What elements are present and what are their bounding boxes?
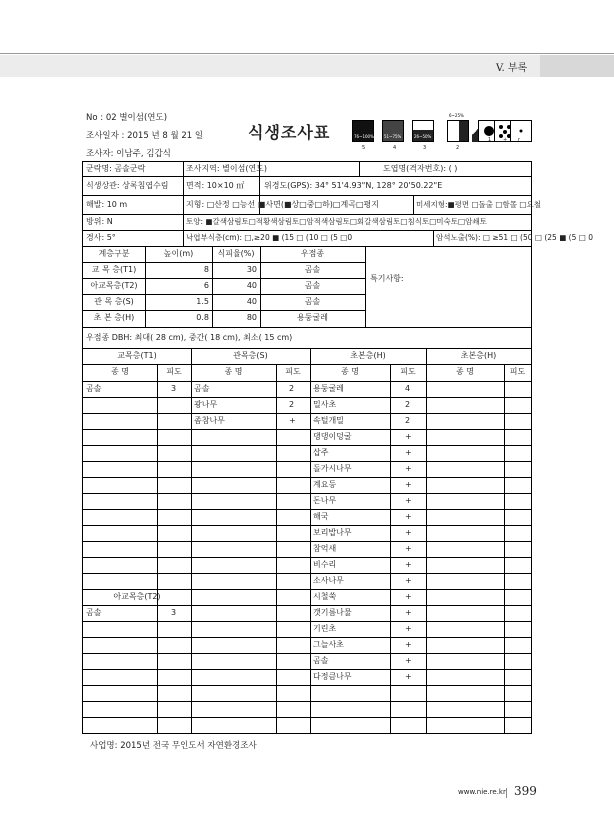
- species-degree: +: [405, 672, 412, 681]
- dominant-dbh: 우점종 DBH: 최대( 28 cm), 중간( 18 cm), 최소( 15 cm): [86, 333, 293, 342]
- species-name: 계요등: [313, 480, 337, 489]
- subcanopy-label: 아교목층(T2): [113, 592, 161, 601]
- sub-header-degree: 피도: [400, 367, 416, 376]
- cover-legend-5-label: 76~100%: [354, 134, 374, 139]
- species-degree: +: [405, 576, 412, 585]
- layer-height: 0.8: [196, 313, 209, 322]
- species-name: 돌가시나무: [313, 464, 352, 473]
- species-degree: 2: [405, 416, 411, 425]
- layer-header-height: 높이(m): [163, 249, 194, 258]
- aspect: 방위: N: [86, 217, 113, 226]
- species-name: 보리밥나무: [313, 528, 352, 537]
- topography: 지형: □산정 □능선 ■사면(■상□중□하)□계곡□평지: [186, 200, 379, 209]
- species-degree: 2: [289, 384, 295, 393]
- cover-legend-num-2: 2: [456, 145, 460, 151]
- species-name: 곰솔: [86, 384, 102, 393]
- layer-name: 아교목층(T2): [90, 281, 138, 290]
- cover-legend-5: [352, 120, 374, 142]
- micro-topography: 미세지형:■평면 □돌출 □함몰 □요철: [416, 200, 541, 209]
- sub-header-name: 종 명: [224, 367, 243, 376]
- species-name: 곰솔: [313, 656, 329, 665]
- species-degree: +: [405, 624, 412, 633]
- layer-height: 8: [203, 265, 209, 274]
- species-name: 삽주: [313, 448, 329, 457]
- header-tab: [540, 55, 614, 77]
- species-degree: 3: [171, 384, 177, 393]
- cover-legend-3: [412, 120, 434, 142]
- group-header-t1: 교목층(T1): [117, 351, 157, 360]
- layer-height: 1.5: [196, 297, 209, 306]
- layer-dominant: 곰솔: [304, 265, 321, 274]
- species-name: 좀참나무: [194, 416, 225, 425]
- cover-legend-4: [382, 120, 404, 142]
- species-name: 곰솔: [86, 608, 102, 617]
- layer-cover: 30: [246, 265, 257, 274]
- species-name: 광나무: [194, 400, 218, 409]
- species-degree: 2: [289, 400, 295, 409]
- cover-legend-num-1: 1: [488, 137, 492, 143]
- species-degree: +: [405, 496, 412, 505]
- footer-divider: [506, 788, 507, 798]
- layer-dominant: 용둥굴레: [297, 313, 328, 322]
- species-degree: +: [405, 448, 412, 457]
- survey-area: 조사지역: 별이섬(연도): [186, 164, 268, 173]
- layer-dominant: 곰솔: [304, 297, 321, 306]
- species-name: 돈나무: [313, 496, 337, 505]
- species-degree: 2: [405, 400, 411, 409]
- species-degree: +: [405, 560, 412, 569]
- map-grid: 도엽명(격자번호): ( ): [383, 164, 458, 173]
- header-rule: [0, 53, 614, 54]
- sub-header-name: 종 명: [341, 367, 359, 376]
- cover-legend-2: [447, 113, 469, 142]
- cover-legend-num-4: 4: [393, 145, 397, 151]
- cover-legend-r: [510, 120, 532, 142]
- species-name: 갯기름나물: [313, 608, 352, 617]
- species-name: 밀사초: [313, 400, 337, 409]
- survey-date: 조사일자 : 2015 년 8 월 21 일: [86, 131, 204, 141]
- species-degree: +: [405, 432, 412, 441]
- rock-exposure: 암석노출(%): □ ≥51 □ (50 □ (25 ■ (5 □ 0: [436, 233, 593, 242]
- surveyor: 조사자: 이남주, 김갑식: [86, 149, 171, 159]
- species-degree: 4: [405, 384, 411, 393]
- species-name: 시철쑥: [313, 592, 337, 601]
- species-name: 곰솔: [194, 384, 210, 393]
- layer-header-class: 계층구분: [98, 249, 130, 258]
- species-degree: +: [405, 592, 412, 601]
- sub-header-name: 종 명: [456, 367, 474, 376]
- page-number: 399: [514, 784, 537, 798]
- slope: 경사: 5°: [86, 233, 116, 242]
- vegetation-survey-form: [82, 161, 593, 734]
- physiognomy: 식생상관: 상록침엽수림: [86, 181, 169, 190]
- layer-cover: 80: [246, 313, 257, 322]
- project-name: 사업명: 2015년 전국 무인도서 자연환경조사: [90, 741, 257, 751]
- layer-dominant: 곰솔: [304, 281, 321, 290]
- species-degree: +: [405, 512, 412, 521]
- species-name: 속털개밀: [313, 416, 344, 425]
- species-name: 참억새: [313, 544, 337, 553]
- species-degree: +: [289, 416, 296, 425]
- species-name: 댕댕이덩굴: [313, 432, 352, 441]
- cover-legend-num-plus: +: [503, 137, 508, 143]
- species-degree: +: [405, 480, 412, 489]
- sub-header-degree: 피도: [166, 367, 182, 376]
- gps-coordinates: 위경도(GPS): 34° 51'4.93"N, 128° 20'50.22"E: [264, 181, 443, 190]
- cover-legend-num-r: r: [518, 137, 521, 143]
- section-label: V. 부록: [496, 63, 528, 74]
- species-name: 다정큼나무: [313, 672, 352, 681]
- layer-name: 교 목 층(T1): [91, 265, 137, 274]
- species-name: 비수리: [313, 560, 337, 569]
- group-header-s: 관목층(S): [233, 351, 268, 360]
- layer-header-dominant: 우점종: [300, 249, 325, 258]
- species-name: 용둥굴레: [313, 384, 344, 393]
- community-name: 군락명: 곰솔군락: [86, 164, 146, 173]
- cover-legend-2-label: 6~25%: [449, 113, 464, 118]
- footer-url[interactable]: www.nie.re.kr: [458, 788, 506, 796]
- cover-legend-4-label: 51~75%: [384, 134, 402, 139]
- sub-header-name: 종 명: [111, 367, 129, 376]
- species-name: 해국: [313, 512, 329, 521]
- species-degree: +: [405, 544, 412, 553]
- litter-layer: 낙엽부식층(cm): □,≥20 ■ (15 □ (10 □ (5 □0: [186, 233, 353, 242]
- layer-cover: 40: [246, 281, 257, 290]
- layer-height: 6: [203, 281, 209, 290]
- plot-area: 면적: 10×10 ㎡: [186, 181, 245, 190]
- layer-cover: 40: [246, 297, 257, 306]
- soil-type: 토양: ■갈색삼림토□적황색삼림토□암적색삼림토□회갈색삼림토□침식토□미숙토□암쇄토: [186, 217, 487, 226]
- species-name: 소사나무: [313, 576, 344, 585]
- species-degree: +: [405, 608, 412, 617]
- species-degree: 3: [171, 608, 177, 617]
- sub-header-degree: 피도: [285, 367, 301, 376]
- species-degree: +: [405, 640, 412, 649]
- cover-legend-num-3: 3: [423, 145, 427, 151]
- cover-legend-3-label: 26~50%: [414, 134, 432, 139]
- species-degree: +: [405, 464, 412, 473]
- species-name: 기린초: [313, 624, 337, 633]
- group-header-h: 초본층(H): [350, 351, 386, 360]
- cover-legend-num-5: 5: [362, 145, 366, 151]
- layer-name: 초 본 층(H): [93, 313, 135, 322]
- species-degree: +: [405, 656, 412, 665]
- elevation: 해발: 10 m: [86, 200, 128, 209]
- species-degree: +: [405, 528, 412, 537]
- survey-number: No : 02 별이섬(연도): [86, 113, 168, 123]
- layer-header-cover: 식피율(%): [217, 249, 255, 258]
- page-title: 식생조사표: [248, 123, 331, 142]
- special-notes: 특기사항:: [370, 274, 404, 283]
- species-name: 그늘사초: [313, 640, 344, 649]
- small-dot-icon: [511, 121, 531, 141]
- layer-name: 관 목 층(S): [94, 297, 134, 306]
- sub-header-degree: 피도: [509, 367, 526, 376]
- group-header-h2: 초본층(H): [460, 351, 497, 360]
